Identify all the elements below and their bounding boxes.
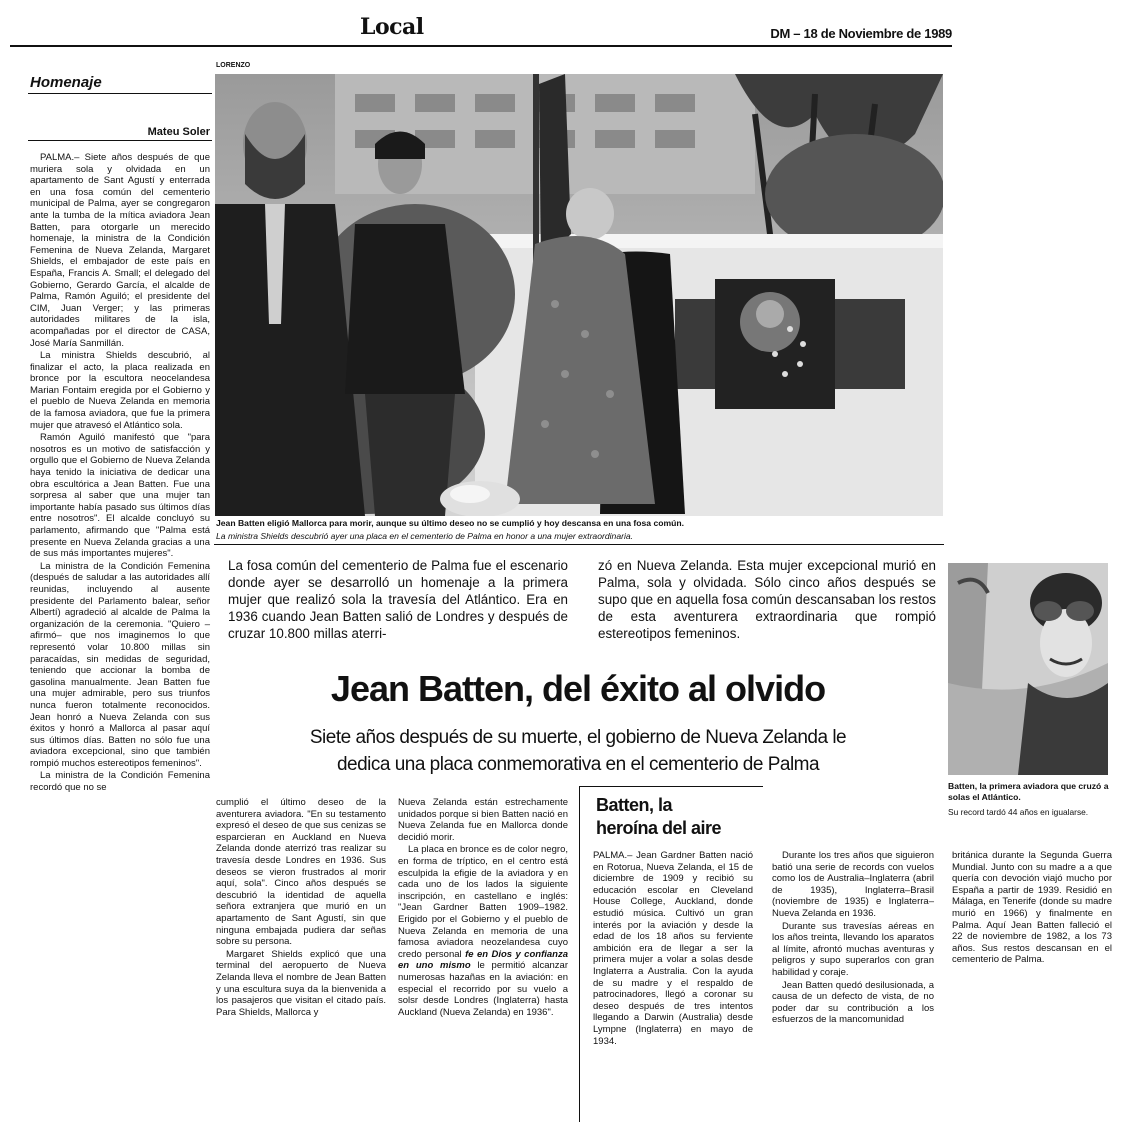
body-col-2 — [398, 797, 568, 1018]
sidebar-col-1 — [593, 850, 753, 1047]
left-paragraph: PALMA.– Siete años después de que muriera sola y olvidada en un apartamento de Sant Agustí y enterrada en una fosa común del cementerio municipal de Palma, ayer se congregaron ante la tumba de la mítica aviadora Jean Batten, para otorgarle un merecido homenaje, la ministra de la Condición Femenina de Nueva Zelanda, Margaret Shields, el embajador de este país en España, Francis A. Small; el delegado del Gobierno, Gerardo García, el alcalde de Palma, Ramón Aguiló; el presidente del CIM, Juan Verger; y las primeras autoridades militares de la isla, acompañadas por el director de CASA, José María Sanmillán. — [30, 152, 210, 349]
sidebar-col-3 — [952, 850, 1112, 966]
photo-caption-italic: La ministra Shields descubrió ayer una placa en el cementerio de Palma en honor a una mujer extraordinaria. — [216, 531, 634, 541]
subheadline-line-1: Siete años después de su muerte, el gobierno de Nueva Zelanda le — [309, 727, 847, 748]
kicker-rule — [28, 93, 212, 94]
left-paragraph: La ministra de la Condición Femenina recordó que no se — [30, 770, 210, 794]
left-paragraph: La ministra Shields descubrió, al finalizar el acto, la placa realizada en bronce por la escultora neocelandesa Marian Fontaim eregida por el Gobierno y el pueblo de Nueva Zelanda en memoria de la famosa aviadora, que fue la primera mujer que atravesó el Atlántico sola. — [30, 350, 210, 431]
sidebar-title-line-2: heroína del aire — [596, 818, 722, 838]
sidebar-paragraph: Durante sus travesías aéreas en los años treinta, llevando los aparatos al límite, afrontó muchas aventuras y peligros y supo superarlos con gran habilidad y coraje. — [772, 920, 934, 978]
photo-caption-bold: Jean Batten eligió Mallorca para morir, aunque su último deseo no se cumplió y hoy descansa en una fosa común. — [216, 518, 684, 528]
ceremony-photo — [215, 74, 943, 516]
sidebar-rule-left — [579, 786, 580, 1122]
subheadline-line-2: dedica una placa conmemorativa en el cementerio de Palma — [336, 754, 820, 775]
section-title: Local — [360, 14, 424, 40]
ceremony-photo-image — [215, 74, 943, 516]
caption-rule — [214, 544, 944, 545]
body-col-1 — [216, 797, 386, 1018]
sidebar-paragraph: Durante los tres años que siguieron batió una serie de records con vuelos como los de Australia–Inglaterra (abril de 1935), Inglaterra–Brasil (noviembre de 1935) e Inglaterra–Nueva Zelanda en 1936. — [772, 850, 934, 919]
sidebar-rule-top — [579, 786, 763, 787]
body-text: La placa en bronce es de color negro, en forma de tríptico, en el centro está esculpida la efigie de la aviadora y en cada uno de los lados la siguiente inscripción, en castellano e inglés: "Jean Gardner Batten 1909–1982. Erigido por el Gobierno y el pueblo de Nueva Zelanda en memoria de una famosa aviadora neozelandesa cuyo credo personal — [398, 844, 568, 960]
byline: Mateu Soler — [147, 126, 210, 138]
lead-col-2: zó en Nueva Zelanda. Esta mujer excepcional murió en Palma, sola y olvidada. Sólo cinco años después se supo que en aquella fosa común descansaban los restos de esta aventurera extraordinaria que rompió estereotipos femeninos. — [598, 558, 936, 641]
sidebar-paragraph: Jean Batten quedó desilusionada, a causa de un defecto de vista, de no poder dar su contribución a los esfuerzos de la mancomunidad — [772, 979, 934, 1026]
sidebar-paragraph: PALMA.– Jean Gardner Batten nació en Rotorua, Nueva Zelanda, el 15 de diciembre de 1909 y recibió su educación escolar en Cleveland House College, Auckland, donde estudió música. Cultivó un gran interés por la aviación y desde la edad de los 18 años su ferviente ambición era de llegar a ser la primera mujer a volar a solas desde Inglaterra a Australia. Con la ayuda de su madre y el respaldo de patrocinadores, llegó a coronar su deseo después de tres intentos llegando a Darwin (Australia) desde Lympne (Inglaterra) en mayo de 1934. — [593, 850, 753, 1047]
body-paragraph: Margaret Shields explicó que una terminal del aeropuerto de Nueva Zelanda lleva el nombre de Jean Batten y una escultura suya da la bienvenida a los pasajeros que visitan el citado país. Para Shields, Mallorca y — [216, 948, 386, 1018]
left-paragraph: Ramón Aguiló manifestó que "para nosotros es un motivo de satisfacción y orgullo que el Gobierno de Nueva Zelanda haya tenido la iniciativa de dedicar una obra escultórica a Jean Batten. Fue una sorpresa al saber que una mujer tan importante había pasado sus últimos días entre nosotros". El alcalde concluyó su parlamento, afirmando que "Palma está presente en Nueva Zelanda gracias a una de sus más importantes mujeres". — [30, 432, 210, 560]
left-paragraph: La ministra de la Condición Femenina (después de saludar a las autoridades allí reunidas, incluyendo al ausente presidente del Parlamento balear, señor Albertí) agradeció al alcalde de Palma la organización de la ceremonia. "Quiero –afirmó– que nos imaginemos lo que representó volar 10.800 millas sin paracaídas, sin medidas de seguridad, teniendo que accionar la bomba de gasolina manualmente. Jean Batten fue una mujer admirable, pero sus triunfos nunca fueron totalmente reconocidos. Jean honró a Nueva Zelanda con sus éxitos y honró a Mallorca al pasar aquí sus últimos días. Batten no sólo fue una aviadora excepcional, sino que también rompió muchos estereotipos femeninos". — [30, 560, 210, 769]
body-paragraph: cumplió el último deseo de la aventurera aviadora. "En su testamento expresó el deseo de que sus cenizas se esparcieran en Auckland en Nueva Zelanda donde aterrizó tras realizar su travesía desde Londres en 1936. Sus deseos se vieron frustrados al morir aquí, sola". Cinco años después se descubrió la identidad de aquella señora extranjera que murió en un apartamento de Sant Agustí, sin que ninguna embajada pudiera dar señas sobre su persona. — [216, 797, 386, 948]
body-paragraph: Nueva Zelanda están estrechamente unidados porque si bien Batten nació en Nueva Zelanda fue en Mallorca donde decidió morir. — [398, 797, 568, 843]
byline-rule — [28, 140, 212, 141]
portrait-caption-bold: Batten, la primera aviadora que cruzó a solas el Atlántico. — [948, 781, 1109, 802]
credo-italic: fe en Dios y confianza en uno mismo — [398, 948, 568, 972]
left-article-body — [30, 152, 210, 794]
lead-col-1: La fosa común del cementerio de Palma fue el escenario donde ayer se desarrolló un homenaje a la primera mujer que realizó sola la travesía del Atlántico. Era en 1936 cuando Jean Batten salió de Londres y después de cruzar 10.800 millas aterri- — [228, 558, 568, 641]
dateline: DM – 18 de Noviembre de 1989 — [770, 26, 952, 41]
sidebar-col-2 — [772, 850, 934, 1026]
portrait-photo — [948, 563, 1108, 775]
kicker: Homenaje — [30, 74, 102, 91]
sidebar-title — [596, 794, 766, 840]
photo-credit: LORENZO — [216, 62, 251, 69]
sidebar-paragraph: británica durante la Segunda Guerra Mundial. Junto con su madre a a que quería con devoción viajó mucho por España a partir de 1939. Residió en Málaga, en Tenerife (donde su madre murió en 1966) y finalmente en Palma. Aquí Jean Batten falleció el 22 de noviembre de 1982, a los 73 años. Sus restos descansan en el cementerio de Palma. — [952, 850, 1112, 966]
headline: Jean Batten, del éxito al olvido — [330, 668, 826, 709]
header-rule — [10, 45, 952, 47]
body-paragraph — [398, 844, 568, 1018]
portrait-caption: Su record tardó 44 años en igualarse. — [948, 807, 1089, 817]
aviator-portrait-image — [948, 563, 1108, 775]
body-text: le permitió alcanzar numerosas hazañas en la aviación: en especial el recorrido por su vuelo a solsr desde Londres (Inglaterra) hasta Auckland (Nueva Zelanda) en 1936". — [398, 960, 569, 1018]
sidebar-title-line-1: Batten, la — [596, 795, 673, 815]
